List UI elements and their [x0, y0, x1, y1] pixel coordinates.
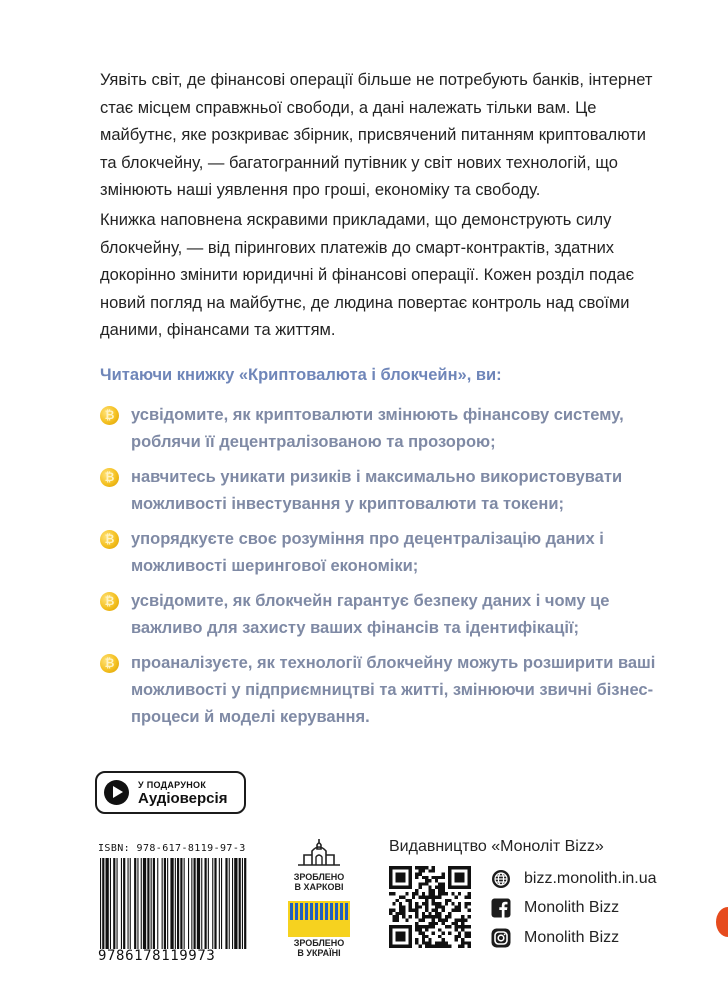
list-item [100, 650, 660, 731]
facebook-icon [491, 898, 511, 918]
benefits-list [100, 402, 660, 739]
publisher-name: Видавництво «Моноліт Bizz» [389, 838, 604, 855]
audiobook-gift-label: У ПОДАРУНОК [138, 780, 207, 790]
bitcoin-coin-icon: ₿ [100, 592, 119, 611]
barcode-digits: 9786178119973 [98, 948, 216, 964]
contact-facebook[interactable] [491, 898, 619, 918]
kharkiv-mark-text: ЗРОБЛЕНО В ХАРКОВІ [293, 872, 345, 892]
contact-instagram[interactable] [491, 928, 619, 948]
intro-paragraph-2: Книжка наповнена яскравими прикладами, що демонструють силу блокчейну, — від пірингових платежів до смарт-контрактів, здатних докорінно змінити юридичні й фінансові операції. Кожен розділ подає новий погляд на майбутнє, де людина повертає контроль над своїми даними, фінансами та життям. [100, 211, 634, 339]
audiobook-badge[interactable] [95, 771, 246, 814]
isbn-label: ISBN: 978-617-8119-97-3 [98, 843, 246, 854]
made-in-ukraine-text: ЗРОБЛЕНО В УКРАЇНІ [293, 938, 345, 958]
list-item [100, 588, 660, 642]
contact-facebook-text: Monolith Bizz [524, 899, 620, 916]
contact-website[interactable] [491, 869, 657, 889]
contact-website-text: bizz.monolith.in.ua [524, 870, 657, 887]
intro-paragraph-1: Уявіть світ, де фінансові операції більше не потребують банків, інтернет стає місцем справжньої свободи, а дані належать тільки вам. Це майбутнє, яке розкриває збірник, присвячений питанням криптовалюти та блокчейну, — багатогранний путівник у світ нових технологій, що змінюють наші уявлення про гроші, економіку та свободу. [100, 71, 653, 199]
made-in-ukraine-icon [288, 901, 350, 937]
instagram-icon [491, 928, 511, 948]
barcode [98, 858, 248, 949]
globe-icon [491, 869, 511, 889]
made-in-kharkiv-mark [288, 837, 350, 892]
benefits-lead: Читаючи книжку «Криптовалюта і блокчейн», ви: [100, 366, 502, 384]
list-item-text: навчитесь уникати ризиків і максимально використовувати можливості інвестування у криптовалюти та токени; [131, 468, 623, 513]
list-item [100, 526, 660, 580]
page-edge-accent [716, 907, 728, 937]
bitcoin-coin-icon: ₿ [100, 654, 119, 673]
list-item-text: упорядкуєте своє розуміння про децентралізацію даних і можливості шерингової економіки; [131, 530, 604, 575]
list-item-text: усвідомите, як блокчейн гарантує безпеку даних і чому це важливо для захисту ваших фінансів та ідентифікації; [131, 592, 610, 637]
bitcoin-coin-icon: ₿ [100, 406, 119, 425]
audiobook-title: Аудіоверсія [138, 790, 228, 807]
kharkiv-building-icon [288, 837, 350, 867]
play-icon [104, 780, 129, 805]
list-item [100, 464, 660, 518]
list-item-text: усвідомите, як криптовалюти змінюють фінансову систему, роблячи її децентралізованою та прозорою; [131, 406, 624, 451]
bitcoin-coin-icon: ₿ [100, 468, 119, 487]
bitcoin-coin-icon: ₿ [100, 530, 119, 549]
contact-instagram-text: Monolith Bizz [524, 929, 620, 946]
list-item-text: проаналізуєте, як технології блокчейну можуть розширити ваші можливості у підприємництві та житті, змінюючи звичні бізнес-процеси й моделі керування. [131, 654, 656, 726]
list-item [100, 402, 660, 456]
qr-code[interactable] [389, 866, 471, 948]
